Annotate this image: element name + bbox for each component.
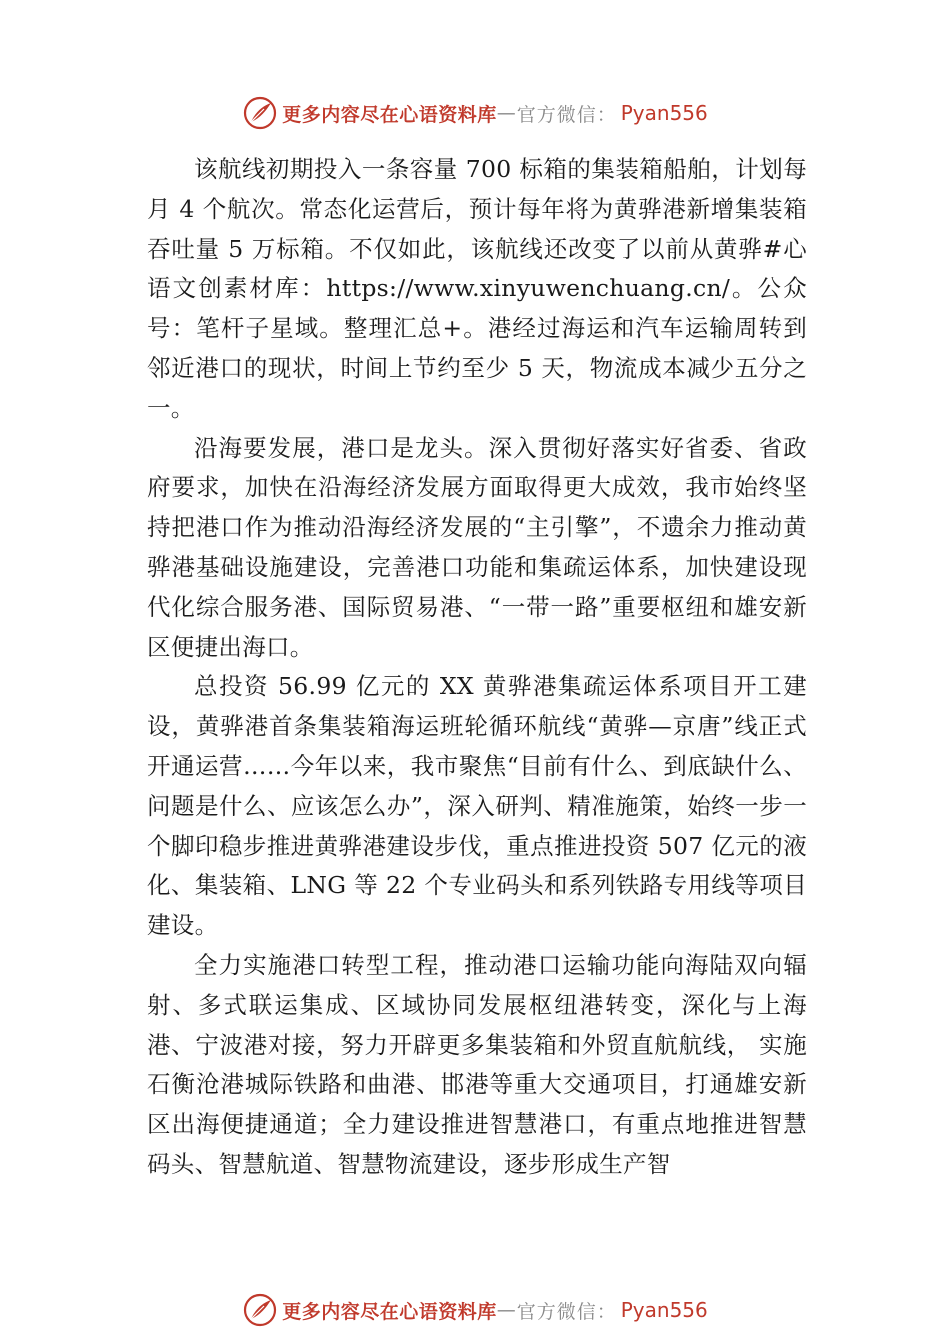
feather-quill-logo-icon	[242, 95, 278, 131]
footer-dash: —	[496, 1299, 517, 1321]
header-wechat-id: Pyan556	[620, 101, 708, 125]
footer-banner	[0, 1290, 950, 1330]
article-body	[147, 150, 807, 1185]
header-dash: —	[496, 102, 517, 124]
footer-main-text: 更多内容尽在心语资料库	[282, 1300, 497, 1323]
paragraph-4: 全力实施港口转型工程，推动港口运输功能向海陆双向辐射、多式联运集成、区域协同发展枢纽港转变，深化与上海港、宁波港对接，努力开辟更多集装箱和外贸直航航线， 实施石衡沧港城际铁路和曲港、邯港等重大交通项目，打通雄安新区出海便捷通道；全力建设推进智慧港口，有重点地推进智慧码头、智慧航道、智慧物流建设，逐步形成生产智	[147, 950, 807, 1178]
header-banner	[0, 93, 950, 133]
footer-sub-text: 官方微信：	[516, 1300, 617, 1323]
paragraph-2: 沿海要发展，港口是龙头。深入贯彻好落实好省委、省政府要求，加快在沿海经济发展方面取得更大成效，我市始终坚持把港口作为推动沿海经济发展的“主引擎”，不遗余力推动黄骅港基础设施建设，完善港口功能和集疏运体系，加快建设现代化综合服务港、国际贸易港、“一带一路”重要枢纽和雄安新区便捷出海口。	[147, 433, 807, 661]
header-main-text: 更多内容尽在心语资料库	[282, 103, 497, 126]
paragraph-1: 该航线初期投入一条容量 700 标箱的集装箱船舶，计划每月 4 个航次。常态化运营后，预计每年将为黄骅港新增集装箱吞吐量 5 万标箱。不仅如此，该航线还改变了以前从黄骅#心语文创素材库：https://www.xinyuwenchuang.cn/。公众号：笔杆子星域。整理汇总+。港经过海运和汽车运输周转到邻近港口的现状，时间上节约至少 5 天，物流成本减少五分之一。	[147, 155, 807, 422]
paragraph-3: 总投资 56.99 亿元的 XX 黄骅港集疏运体系项目开工建设，黄骅港首条集装箱海运班轮循环航线“黄骅—京唐”线正式开通运营……今年以来，我市聚焦“目前有什么、到底缺什么、问题是什么、应该怎么办”，深入研判、精准施策，始终一步一个脚印稳步推进黄骅港建设步伐，重点推进投资 507 亿元的液化、集装箱、LNG 等 22 个专业码头和系列铁路专用线等项目建设。	[147, 672, 807, 940]
header-sub-text: 官方微信：	[516, 103, 617, 126]
footer-wechat-id: Pyan556	[620, 1298, 708, 1322]
feather-quill-logo-icon	[242, 1292, 278, 1328]
